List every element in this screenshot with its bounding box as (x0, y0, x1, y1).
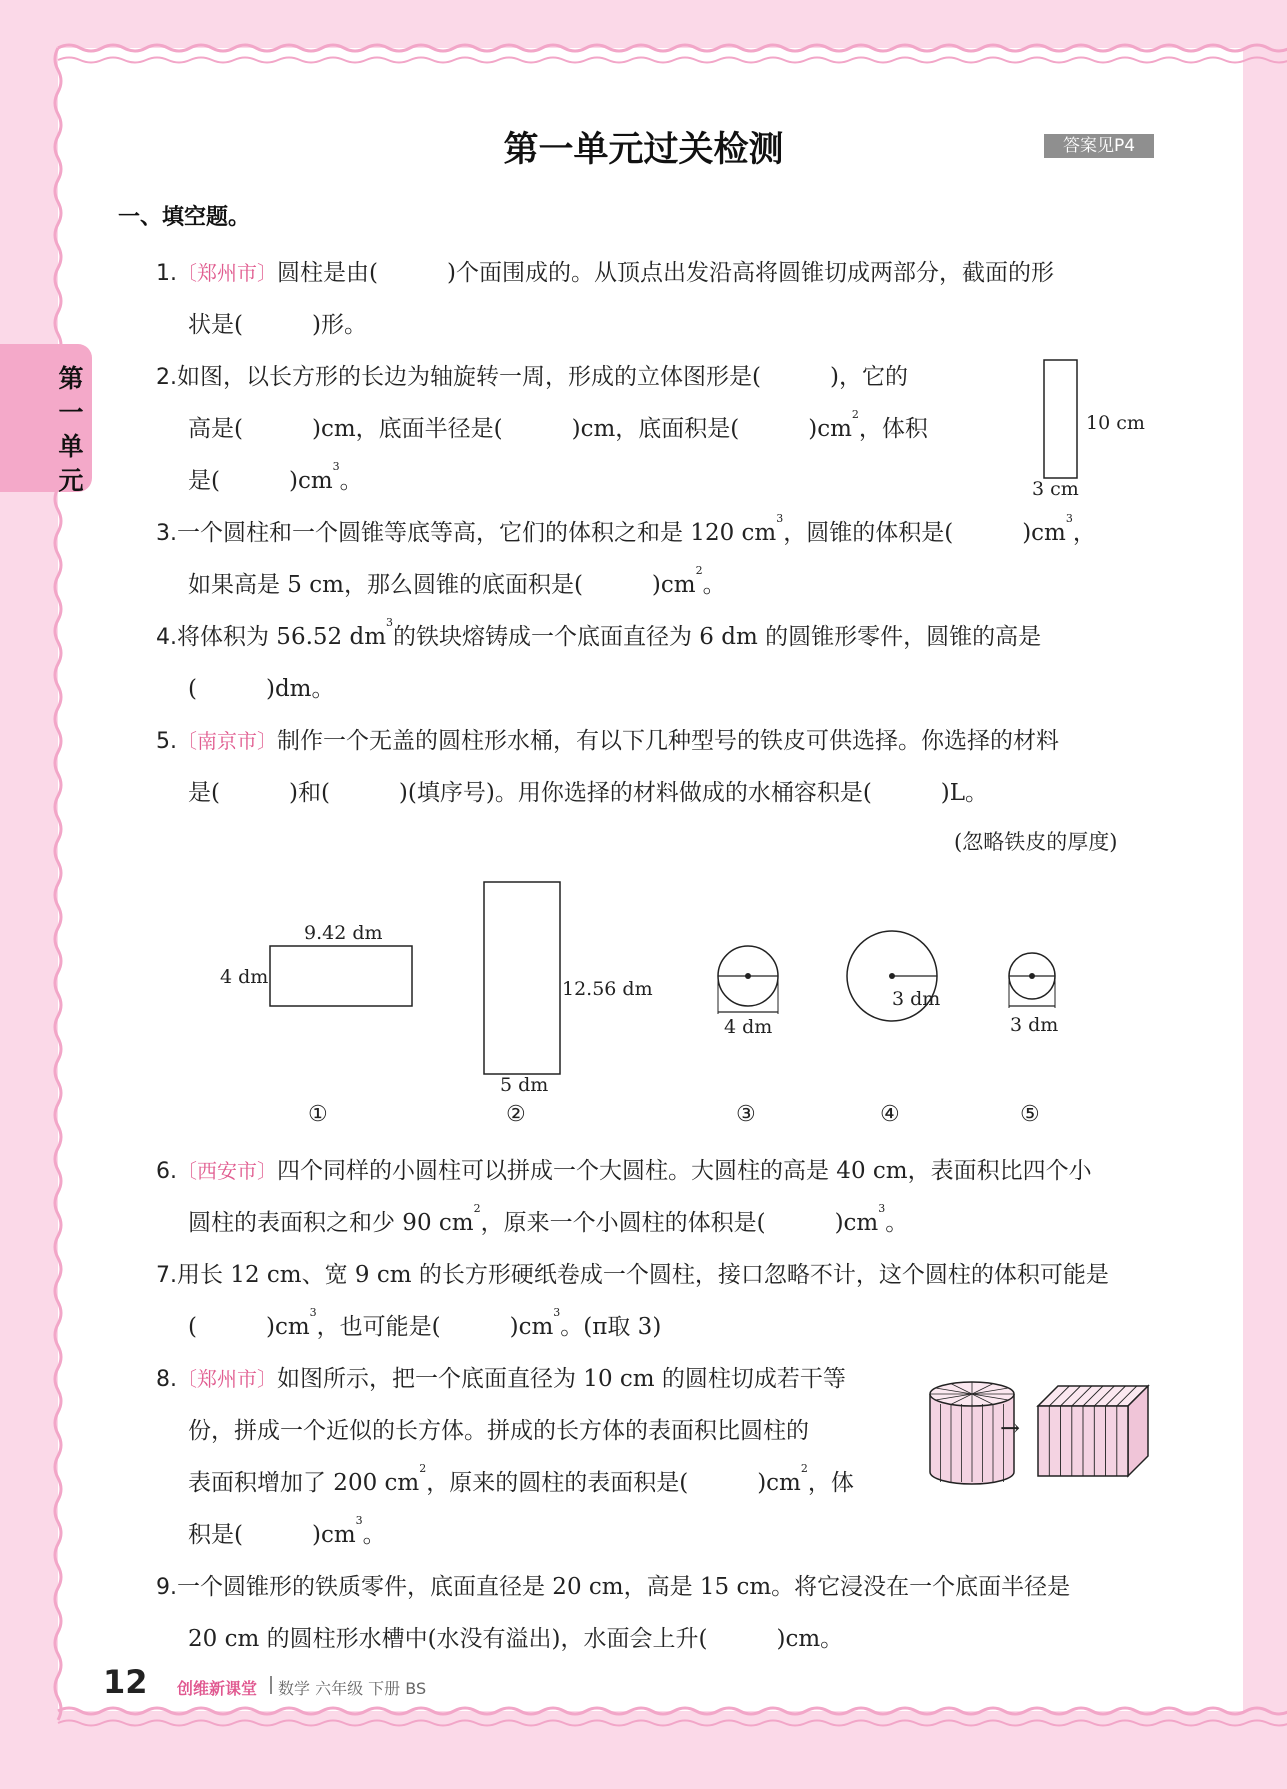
q5-label-4: ④ (880, 1102, 900, 1127)
q5-figure-5-diameter: 3 dm (1010, 1014, 1059, 1036)
q8-text-3b: ，原来的圆柱的表面积是( )cm (426, 1470, 801, 1496)
q6-line-2 (188, 1204, 908, 1237)
q2-line-2 (188, 410, 928, 443)
q3-text-1a: 一个圆柱和一个圆锥等底等高，它们的体积之和是 120 cm (177, 520, 777, 546)
q3-text-2b: 。 (702, 572, 726, 598)
q5-figure-3-diameter: 4 dm (724, 1016, 773, 1038)
sup: 2 (473, 1202, 481, 1215)
q7-line-1 (156, 1256, 1109, 1289)
q3-number: 3. (156, 521, 177, 546)
q8-number: 8. (156, 1367, 177, 1392)
q6-text-2b: ，原来一个小圆柱的体积是( )cm (480, 1210, 879, 1236)
q4-line-1 (156, 618, 1041, 651)
q4-text-1a: 将体积为 56.52 dm (177, 624, 386, 650)
q2-figure-height-label: 10 cm (1086, 412, 1145, 434)
page-title: 第一单元过关检测 (503, 130, 784, 170)
q7-text-2b: ，也可能是( )cm (316, 1314, 554, 1340)
q2-text-1: 如图，以长方形的长边为轴旋转一周，形成的立体图形是( )，它的 (177, 364, 908, 390)
sup: 3 (553, 1306, 561, 1319)
q8-line-3 (188, 1464, 854, 1497)
q6-text-2a: 圆柱的表面积之和少 90 cm (188, 1210, 474, 1236)
q5-figure-2-height: 12.56 dm (562, 978, 653, 1000)
q5-label-2: ② (506, 1102, 526, 1127)
q1-line-1 (156, 254, 1054, 287)
q5-figure-2-rectangle (482, 880, 562, 1076)
q5-label-1: ① (308, 1102, 328, 1127)
sup: 3 (309, 1306, 317, 1319)
sup: 2 (851, 408, 859, 421)
q5-line-2: 是( )和( )(填序号)。用你选择的材料做成的水桶容积是( )L。 (188, 780, 989, 806)
q1-line-2: 状是( )形。 (188, 312, 367, 338)
q7-text-2c: 。(π取 3) (560, 1314, 662, 1340)
q8-text-4b: 。 (362, 1522, 386, 1548)
q6-city-tag: 〔西安市〕 (177, 1159, 277, 1183)
sup: 3 (355, 1514, 363, 1527)
q9-number: 9. (156, 1575, 177, 1600)
q5-label-3: ③ (736, 1102, 756, 1127)
q4-number: 4. (156, 625, 177, 650)
q5-note: (忽略铁皮的厚度) (954, 830, 1118, 854)
section-heading: 一、填空题。 (118, 205, 251, 230)
q3-line-2 (188, 566, 726, 599)
q5-figure-1-rectangle (268, 944, 418, 1008)
q3-text-2a: 如果高是 5 cm，那么圆锥的底面积是( )cm (188, 572, 696, 598)
footer-brand: 创维新课堂 (177, 1679, 258, 1698)
q2-text-2b: ，体积 (858, 416, 928, 442)
q9-text-1: 一个圆锥形的铁质零件，底面直径是 20 cm，高是 15 cm。将它浸没在一个底面半径是 (177, 1574, 1071, 1600)
q2-number: 2. (156, 365, 177, 390)
sup: 2 (800, 1462, 808, 1475)
q2-line-1 (156, 358, 908, 391)
sup: 3 (386, 616, 393, 629)
q5-line-1 (156, 722, 1059, 755)
q3-line-1 (156, 514, 1096, 547)
footer-separator (270, 1676, 272, 1694)
q4-line-2: ( )dm。 (188, 676, 335, 702)
q8-text-1: 如图所示，把一个底面直径为 10 cm 的圆柱切成若干等 (277, 1366, 846, 1392)
q8-text-4a: 积是( )cm (188, 1522, 356, 1548)
sup: 3 (776, 512, 784, 525)
q5-figure-2-width: 5 dm (500, 1074, 549, 1096)
q8-line-4 (188, 1516, 386, 1549)
q2-figure-width-label: 3 cm (1032, 478, 1079, 500)
q3-text-1c: ， (1072, 520, 1096, 546)
q2-line-3 (188, 462, 363, 495)
q6-line-1 (156, 1152, 1092, 1185)
q1-number: 1. (156, 261, 177, 286)
q5-number: 5. (156, 729, 177, 754)
q8-text-3c: ，体 (807, 1470, 854, 1496)
sup: 3 (332, 460, 340, 473)
q5-city-tag: 〔南京市〕 (177, 729, 277, 753)
q7-number: 7. (156, 1263, 177, 1288)
answer-reference-tag: 答案见P4 (1044, 134, 1154, 158)
q5-figure-3-circle (712, 944, 784, 1016)
q5-figure-5-circle (1004, 950, 1060, 1012)
q7-text-2a: ( )cm (188, 1314, 310, 1340)
q8-city-tag: 〔郑州市〕 (177, 1367, 277, 1391)
q2-text-2: 高是( )cm，底面半径是( )cm，底面积是( )cm (188, 416, 852, 442)
q2-text-3: 是( )cm (188, 468, 333, 494)
q8-arrow: → (1000, 1414, 1021, 1442)
q6-text-2c: 。 (885, 1210, 909, 1236)
sup: 2 (419, 1462, 427, 1475)
q1-city-tag: 〔郑州市〕 (177, 261, 277, 285)
q9-line-1 (156, 1568, 1070, 1601)
q8-text-3a: 表面积增加了 200 cm (188, 1470, 420, 1496)
q2-text-3b: 。 (339, 468, 363, 494)
sup: 3 (878, 1202, 886, 1215)
q5-label-5: ⑤ (1020, 1102, 1040, 1127)
q5-figure-4-radius: 3 dm (892, 988, 941, 1010)
q9-line-2: 20 cm 的圆柱形水槽中(水没有溢出)，水面会上升( )cm。 (188, 1626, 844, 1652)
page-number: 12 (103, 1663, 148, 1701)
q6-number: 6. (156, 1159, 177, 1184)
unit-side-tab-label: 第一单元 (58, 364, 84, 495)
q8-line-2: 份，拼成一个近似的长方体。拼成的长方体的表面积比圆柱的 (188, 1418, 809, 1444)
q7-line-2 (188, 1308, 661, 1341)
footer-info: 数学 六年级 下册 BS (278, 1679, 427, 1698)
sup: 2 (695, 564, 703, 577)
q3-text-1b: ，圆锥的体积是( )cm (783, 520, 1066, 546)
q5-figure-1-height: 4 dm (220, 966, 269, 988)
q5-figure-1-width: 9.42 dm (304, 922, 383, 944)
q1-text-1: 圆柱是由( )个面围成的。从顶点出发沿高将圆锥切成两部分，截面的形 (277, 260, 1054, 286)
q6-text-1: 四个同样的小圆柱可以拼成一个大圆柱。大圆柱的高是 40 cm，表面积比四个小 (277, 1158, 1092, 1184)
q8-cuboid-figure (1036, 1384, 1152, 1480)
sup: 3 (1065, 512, 1073, 525)
q8-line-1 (156, 1360, 846, 1393)
q7-text-1: 用长 12 cm、宽 9 cm 的长方形硬纸卷成一个圆柱，接口忽略不计，这个圆柱的体积可能是 (177, 1262, 1109, 1288)
q4-text-1b: 的铁块熔铸成一个底面直径为 6 dm 的圆锥形零件，圆锥的高是 (393, 624, 1042, 650)
q2-rectangle-figure (1040, 358, 1080, 480)
q5-text-1: 制作一个无盖的圆柱形水桶，有以下几种型号的铁皮可供选择。你选择的材料 (277, 728, 1059, 754)
